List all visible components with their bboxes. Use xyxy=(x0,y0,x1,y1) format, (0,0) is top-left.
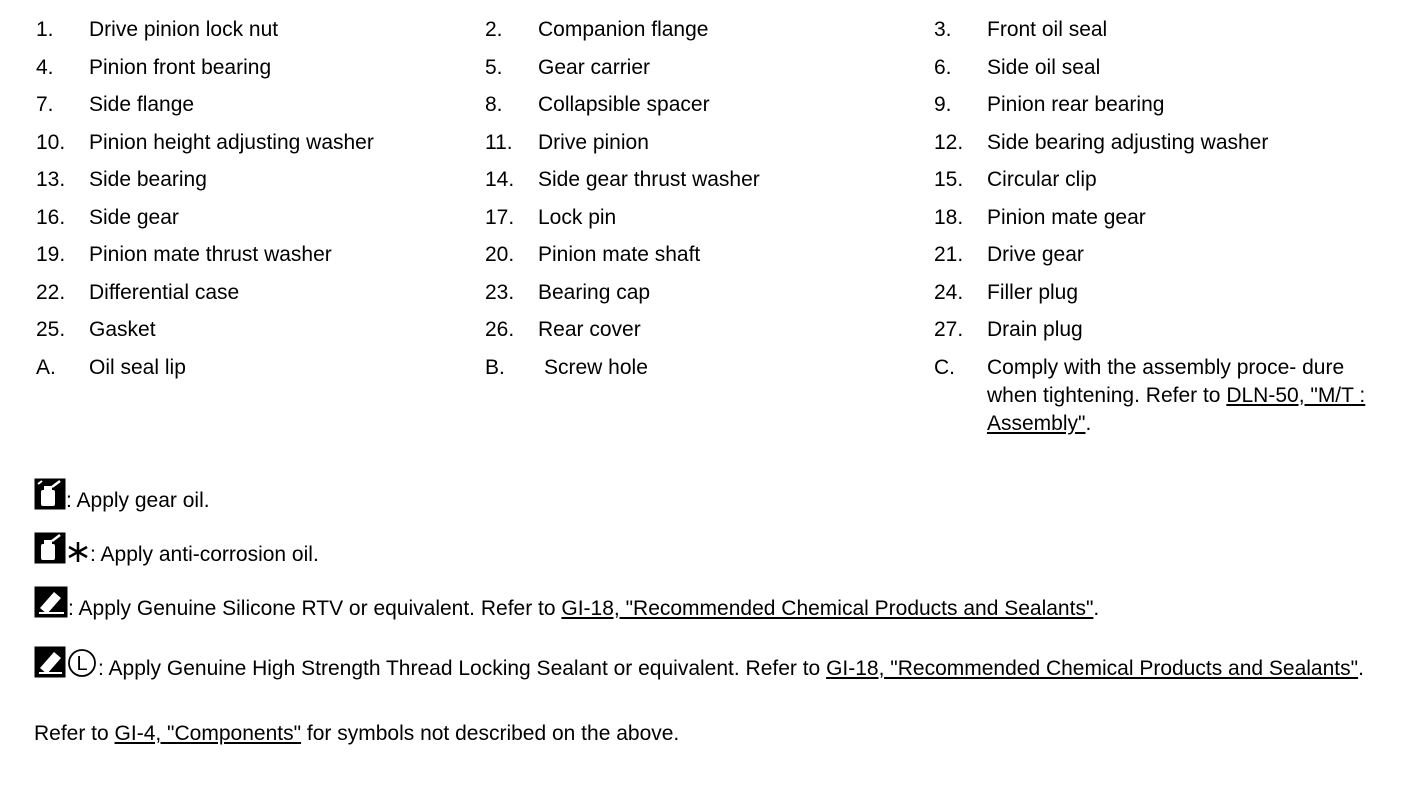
item-number: 13. xyxy=(36,168,66,191)
thread-lock-text-end: . xyxy=(1358,657,1364,680)
svg-text:L: L xyxy=(76,653,88,675)
item-number: 11. xyxy=(485,130,513,154)
item-number: 20. xyxy=(485,243,515,266)
item-label: Filler plug xyxy=(987,280,1079,304)
item-label: Side bearing xyxy=(89,168,207,191)
item-label: Drive pinion lock nut xyxy=(89,18,279,41)
footer-text-end: for symbols not described on the above. xyxy=(301,722,680,745)
item-label: Bearing cap xyxy=(538,280,651,304)
thread-lock-symbol-note xyxy=(34,646,1379,685)
item-label: Circular clip xyxy=(987,168,1097,191)
legend-row xyxy=(36,206,1376,244)
anti-corrosion-text: : Apply anti-corrosion oil. xyxy=(90,543,319,566)
legend-row xyxy=(36,93,1376,131)
oil-can-asterisk-icon xyxy=(34,532,90,564)
silicone-text: : Apply Genuine Silicone RTV or equivalent. Refer to xyxy=(68,597,562,620)
legend-row xyxy=(36,56,1376,94)
item-number: 21. xyxy=(934,243,964,266)
legend-row xyxy=(36,281,1376,319)
item-number: 17. xyxy=(485,205,515,229)
item-letter: A. xyxy=(36,355,56,379)
parts-legend xyxy=(36,18,1376,435)
gear-oil-symbol-note xyxy=(34,478,210,513)
item-letter: B. xyxy=(485,355,505,379)
item-number: 9. xyxy=(934,93,952,116)
item-label: Pinion mate shaft xyxy=(538,243,701,266)
item-label: Side flange xyxy=(89,93,195,116)
anti-corrosion-symbol-note xyxy=(34,532,319,567)
gi-18-link[interactable]: GI-18, "Recommended Chemical Products and Sealants" xyxy=(826,657,1359,680)
sealant-lock-icon xyxy=(34,646,98,678)
item-label: Differential case xyxy=(89,280,240,304)
item-label xyxy=(987,354,1372,438)
thread-lock-text: : Apply Genuine High Strength Thread Locking Sealant or equivalent. Refer to xyxy=(98,657,827,680)
item-number: 23. xyxy=(485,280,515,304)
item-number: 15. xyxy=(934,168,964,191)
item-label: Front oil seal xyxy=(987,18,1108,41)
item-label: Side gear xyxy=(89,205,179,229)
item-label: Rear cover xyxy=(538,318,641,341)
item-label: Companion flange xyxy=(538,18,709,41)
dln-50-link[interactable]: DLN-50, "M/T : Assembly" xyxy=(987,383,1366,435)
item-number: 26. xyxy=(485,318,515,341)
legend-row xyxy=(36,18,1376,56)
item-label: Oil seal lip xyxy=(89,355,186,379)
footer-note xyxy=(34,722,679,746)
item-number: 5. xyxy=(485,55,503,79)
gear-oil-text: : Apply gear oil. xyxy=(66,489,210,512)
item-number: 16. xyxy=(36,205,66,229)
item-number: 7. xyxy=(36,93,54,116)
item-label-end: . xyxy=(1085,411,1092,435)
legend-row xyxy=(36,243,1376,281)
item-label: Pinion front bearing xyxy=(89,55,272,79)
item-number: 8. xyxy=(485,93,503,116)
item-label: Pinion mate thrust washer xyxy=(89,243,332,266)
item-label: Drive gear xyxy=(987,243,1084,266)
item-number: 27. xyxy=(934,318,964,341)
legend-row xyxy=(36,168,1376,206)
gi-4-link[interactable]: GI-4, "Components" xyxy=(114,722,302,745)
item-number: 3. xyxy=(934,18,952,41)
item-label: Drain plug xyxy=(987,318,1083,341)
item-number: 25. xyxy=(36,318,66,341)
item-label: Side oil seal xyxy=(987,55,1101,79)
silicone-text-end: . xyxy=(1093,597,1100,620)
legend-row xyxy=(36,318,1376,356)
item-label-text: Comply with the assembly proce- dure when tightening. Refer to xyxy=(987,355,1345,407)
item-number: 6. xyxy=(934,55,952,79)
item-number: 4. xyxy=(36,55,54,79)
item-number: 24. xyxy=(934,280,964,304)
item-number: 10. xyxy=(36,130,66,154)
oil-can-icon xyxy=(34,478,66,510)
legend-row-letters xyxy=(36,355,1376,435)
item-label: Pinion mate gear xyxy=(987,205,1146,229)
item-label: Side bearing adjusting washer xyxy=(987,130,1269,154)
item-number: 14. xyxy=(485,168,515,191)
footer-text: Refer to xyxy=(34,722,115,745)
item-label: Gear carrier xyxy=(538,55,651,79)
legend-row xyxy=(36,131,1376,169)
item-number: 22. xyxy=(36,280,66,304)
item-number: 19. xyxy=(36,243,66,266)
gi-18-link[interactable]: GI-18, "Recommended Chemical Products and Sealants" xyxy=(561,597,1094,620)
silicone-symbol-note xyxy=(34,586,1099,621)
item-label: Drive pinion xyxy=(538,130,649,154)
item-letter: C. xyxy=(934,355,955,379)
item-number: 2. xyxy=(485,18,503,41)
item-label: Gasket xyxy=(89,318,156,341)
item-number: 18. xyxy=(934,205,964,229)
item-number: 1. xyxy=(36,18,54,41)
item-label: Screw hole xyxy=(544,355,648,379)
sealant-tube-icon xyxy=(34,586,68,618)
item-number: 12. xyxy=(934,130,964,154)
item-label: Pinion rear bearing xyxy=(987,93,1165,116)
item-label: Collapsible spacer xyxy=(538,93,710,116)
item-label: Pinion height adjusting washer xyxy=(89,130,374,154)
item-label: Lock pin xyxy=(538,205,617,229)
item-label: Side gear thrust washer xyxy=(538,168,760,191)
